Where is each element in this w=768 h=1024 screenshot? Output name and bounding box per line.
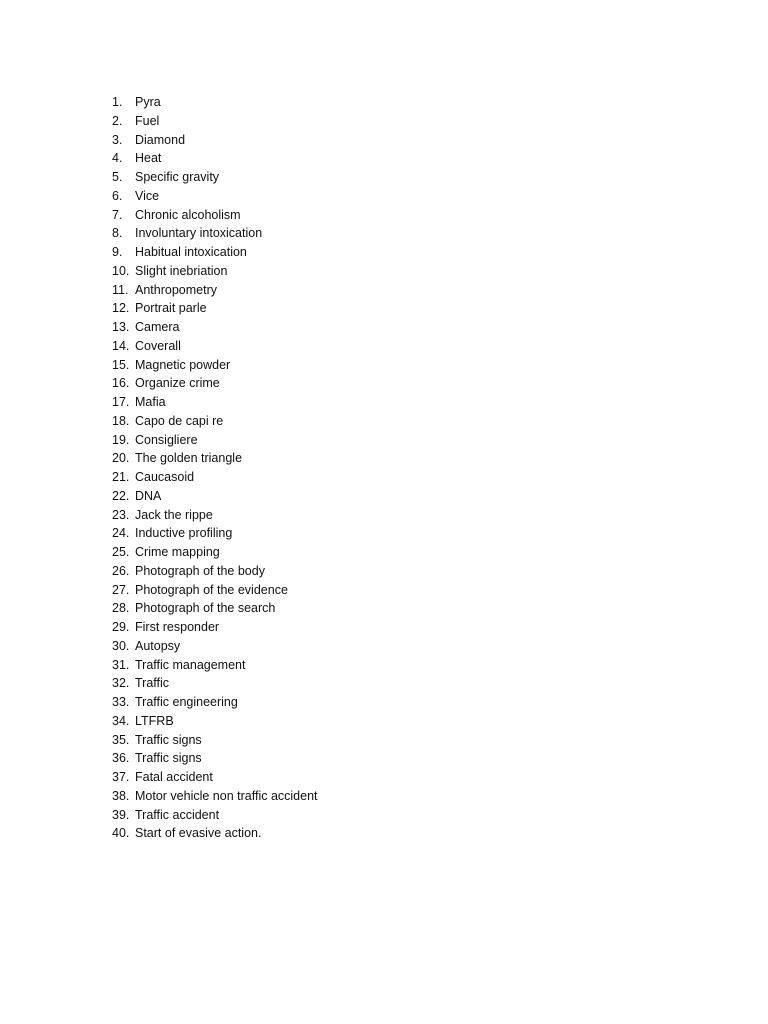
list-item [112, 468, 318, 487]
list-item [112, 206, 318, 225]
item-number: 18. [112, 413, 130, 428]
item-number: 2. [112, 113, 123, 128]
item-number: 5. [112, 170, 123, 184]
list-item [112, 731, 318, 750]
item-number: 15. [112, 357, 130, 372]
item-text: Magnetic powder [135, 357, 231, 372]
list-item [112, 318, 318, 337]
list-item [112, 281, 318, 300]
item-text: Autopsy [135, 638, 181, 653]
item-text: Start of evasive action. [135, 826, 262, 841]
item-number: 1. [112, 95, 123, 109]
item-text: Slight inebriation [135, 263, 228, 278]
list-item [112, 581, 318, 600]
item-text: Photograph of the evidence [135, 582, 288, 597]
item-text: Portrait parle [135, 301, 207, 316]
item-text: Specific gravity [135, 170, 220, 184]
item-text: Involuntary intoxication [135, 226, 263, 241]
item-text: Consigliere [135, 432, 198, 447]
item-text: Mafia [135, 395, 166, 409]
item-text: Fuel [135, 113, 160, 128]
item-number: 34. [112, 713, 130, 728]
item-number: 7. [112, 207, 123, 222]
list-item [112, 693, 318, 712]
item-text: Chronic alcoholism [135, 207, 241, 222]
item-number: 29. [112, 620, 130, 634]
list-item [112, 93, 318, 112]
item-number: 12. [112, 301, 130, 316]
item-number: 38. [112, 788, 130, 803]
list-item [112, 262, 318, 281]
item-number: 23. [112, 507, 130, 522]
list-item [112, 149, 318, 168]
item-text: Traffic accident [135, 807, 220, 822]
item-number: 16. [112, 376, 130, 391]
list-item [112, 712, 318, 731]
item-number: 24. [112, 526, 130, 541]
item-number: 35. [112, 732, 130, 747]
list-item [112, 806, 318, 825]
item-number: 26. [112, 563, 130, 578]
list-item [112, 356, 318, 375]
list-item [112, 374, 318, 393]
item-text: Photograph of the search [135, 601, 276, 616]
item-number: 11. [112, 282, 129, 297]
item-text: Traffic engineering [135, 695, 238, 709]
item-number: 20. [112, 451, 130, 466]
item-number: 14. [112, 338, 130, 353]
item-text: Diamond [135, 132, 186, 147]
item-text: Pyra [135, 95, 161, 109]
item-text: Capo de capi re [135, 413, 224, 428]
item-number: 22. [112, 488, 130, 503]
item-number: 37. [112, 770, 130, 784]
list-item [112, 431, 318, 450]
item-number: 19. [112, 432, 130, 447]
item-number: 27. [112, 582, 130, 597]
item-text: Crime mapping [135, 545, 220, 559]
list-item [112, 824, 318, 843]
item-number: 9. [112, 245, 123, 259]
item-text: Vice [135, 188, 160, 203]
list-item [112, 168, 318, 187]
item-number: 10. [112, 263, 130, 278]
list-item [112, 599, 318, 618]
list-item [112, 524, 318, 543]
item-text: Heat [135, 151, 162, 166]
item-number: 39. [112, 807, 130, 822]
list-item [112, 749, 318, 768]
list-item [112, 243, 318, 262]
item-text: Motor vehicle non traffic accident [135, 788, 318, 803]
item-text: Anthropometry [135, 282, 217, 297]
item-text: Caucasoid [135, 470, 195, 484]
list-item [112, 787, 318, 806]
item-number: 28. [112, 601, 130, 616]
item-text: Traffic management [135, 657, 246, 672]
list-item [112, 543, 318, 562]
item-number: 25. [112, 545, 130, 559]
list-item [112, 562, 318, 581]
item-number: 31. [112, 657, 130, 672]
list-item [112, 224, 318, 243]
list-item [112, 337, 318, 356]
item-text: First responder [135, 620, 220, 634]
list-item [112, 768, 318, 787]
item-number: 17. [112, 395, 130, 409]
item-text: Organize crime [135, 376, 220, 391]
item-text: Coverall [135, 338, 181, 353]
list-item [112, 299, 318, 318]
item-text: DNA [135, 488, 162, 503]
answer-list [112, 93, 318, 843]
item-text: Photograph of the body [135, 563, 265, 578]
item-text: Habitual intoxication [135, 245, 247, 259]
list-item [112, 656, 318, 675]
item-text: Inductive profiling [135, 526, 233, 541]
item-number: 13. [112, 320, 130, 334]
item-text: Jack the rippe [135, 507, 213, 522]
list-item [112, 449, 318, 468]
item-text: Traffic signs [135, 751, 202, 766]
item-text: The golden triangle [135, 451, 243, 466]
item-number: 32. [112, 676, 130, 691]
item-text: Fatal accident [135, 770, 213, 784]
item-text: Camera [135, 320, 180, 334]
list-item [112, 131, 318, 150]
item-number: 33. [112, 695, 130, 709]
item-text: Traffic signs [135, 732, 202, 747]
item-number: 4. [112, 151, 123, 166]
item-number: 8. [112, 226, 123, 241]
item-number: 21. [112, 470, 130, 484]
list-item [112, 487, 318, 506]
list-item [112, 637, 318, 656]
list-item [112, 393, 318, 412]
item-number: 3. [112, 132, 123, 147]
item-number: 6. [112, 188, 123, 203]
item-number: 30. [112, 638, 130, 653]
item-number: 40. [112, 826, 130, 841]
list-item [112, 112, 318, 131]
list-item [112, 412, 318, 431]
item-text: Traffic [135, 676, 170, 691]
list-item [112, 187, 318, 206]
list-item [112, 506, 318, 525]
list-item [112, 674, 318, 693]
list-item [112, 618, 318, 637]
item-number: 36. [112, 751, 130, 766]
item-text: LTFRB [135, 713, 174, 728]
